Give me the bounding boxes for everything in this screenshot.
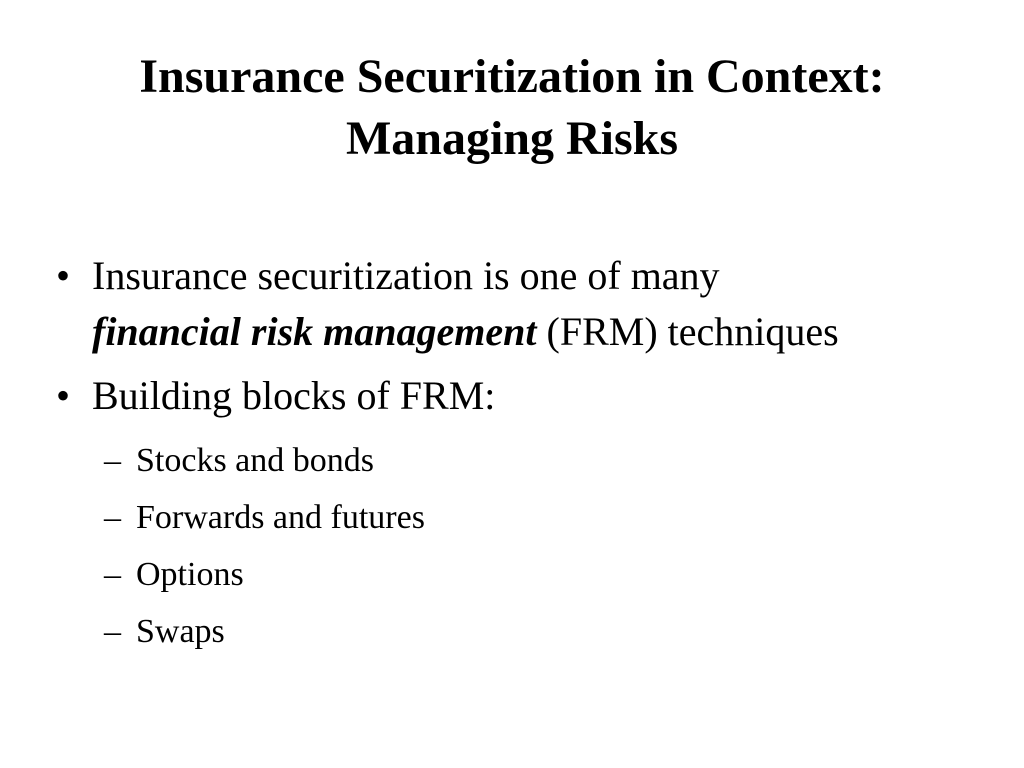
bullet-item-1 (56, 248, 996, 360)
slide-body (56, 248, 996, 660)
bullet-1-line-2-rest: (FRM) techniques (536, 309, 839, 354)
sub-list (56, 432, 996, 660)
bullet-item-2 (56, 368, 996, 424)
dash-glyph: – (104, 442, 121, 479)
slide-title (40, 46, 984, 170)
sub-item-text: Forwards and futures (136, 499, 425, 536)
sub-item (56, 603, 996, 660)
bullet-1-line-1: Insurance securitization is one of many (92, 253, 720, 298)
bullet-2-text: Building blocks of FRM: (92, 373, 496, 418)
title-line-1: Insurance Securitization in Context: (139, 50, 885, 103)
bullet-glyph: • (56, 373, 71, 418)
sub-item (56, 432, 996, 489)
title-line-2: Managing Risks (345, 112, 679, 165)
bullet-glyph: • (56, 253, 71, 298)
emphasis-text: financial risk management (92, 309, 537, 354)
sub-item (56, 546, 996, 603)
sub-item-text: Swaps (136, 613, 225, 650)
dash-glyph: – (104, 499, 121, 536)
sub-item-text: Stocks and bonds (136, 442, 374, 479)
dash-glyph: – (104, 556, 121, 593)
sub-item-text: Options (136, 556, 244, 593)
dash-glyph: – (104, 613, 121, 650)
sub-item (56, 489, 996, 546)
bullet-1-line-2 (92, 304, 996, 360)
